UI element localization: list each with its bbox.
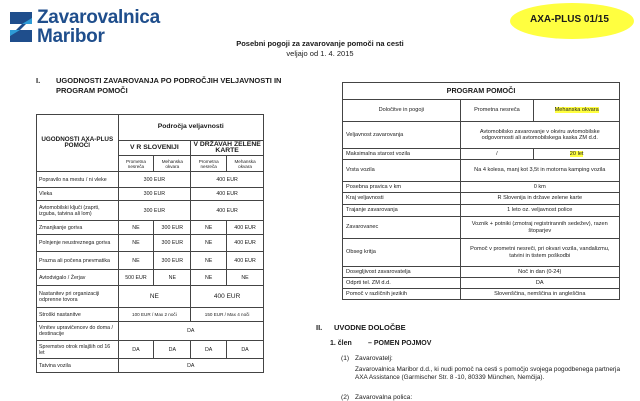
row-value: Voznik + potniki (zmotraj registrirannih sedežev), razen štoparjev [460, 217, 619, 239]
definition-number: (2) [341, 394, 350, 401]
breakdown-value: 20 let [569, 150, 584, 157]
cell-value: 300 EUR [154, 221, 191, 235]
row-label: Kraj veljavnosti [343, 193, 461, 205]
cell-slovenia: 100 EUR / Max 2 noči [118, 308, 191, 322]
document-code: AXA-PLUS 01/15 [530, 14, 609, 25]
accident-header: Prometna nesreča [460, 100, 534, 122]
validity-area-header: Področja veljavnosti [118, 115, 263, 141]
benefits-header: UGODNOSTI AXA-PLUS POMOČI [37, 115, 119, 172]
table-row [37, 172, 264, 188]
cell-value: NE [191, 221, 227, 235]
section-1-title: UGODNOSTI ZAVAROVANJA PO PODROČJIH VELJAVNOSTI IN PROGRAM POMOČI [56, 76, 282, 95]
row-label: Dosegljivost zavarovatelja [343, 267, 461, 278]
cell-value: NE [191, 252, 227, 270]
row-label: Nastanitev pri organizaciji odprenne tovora [37, 286, 119, 308]
row-value: 0 km [460, 182, 619, 193]
table-row [343, 239, 620, 267]
row-label: Tatvina vozila [37, 359, 119, 373]
cell-value: DA [118, 341, 154, 359]
cell-all: DA [118, 359, 263, 373]
cell-value: 400 EUR [227, 221, 264, 235]
table-row [37, 359, 264, 373]
green-card-header: V DRŽAVAH ZELENE KARTE [191, 141, 264, 156]
row-label: Avtomobilski ključi (zaprti, izguba, tatvina ali lom) [37, 201, 119, 221]
table-row [343, 182, 620, 193]
table-row [343, 278, 620, 289]
table-row [343, 289, 620, 300]
cell-slovenia: 300 EUR [118, 188, 191, 201]
breakdown-header: Mehanska okvara [554, 107, 599, 114]
row-label: Pomoč v različnih jezikih [343, 289, 461, 300]
row-label: Zmanjkanje goriva [37, 221, 119, 235]
cell-value: NE [227, 270, 264, 286]
cell-green-card: 150 EUR / Max 4 noči [191, 308, 264, 322]
table-row [343, 267, 620, 278]
row-label: Vrnitev upravičencev do doma / destinacije [37, 322, 119, 341]
conditions-header: Določitve in pogoji [343, 100, 461, 122]
section-2-title: UVODNE DOLOČBE [334, 323, 406, 332]
section-1-number: I. [36, 76, 41, 85]
row-label: Zavarovanec [343, 217, 461, 239]
cell-value: 300 EUR [154, 235, 191, 252]
row-label: Trajanje zavarovanja [343, 205, 461, 217]
cell-green-card: 400 EUR [191, 286, 264, 308]
table-row [37, 341, 264, 359]
table-row [37, 286, 264, 308]
cell-slovenia: 300 EUR [118, 172, 191, 188]
row-value: 1 leto oz. veljavnost police [460, 205, 619, 217]
cell-value: NE [191, 235, 227, 252]
table-row [37, 270, 264, 286]
row-label: Avtodvigalo / Žerjav [37, 270, 119, 286]
table-row [343, 217, 620, 239]
cell-value: NE [118, 235, 154, 252]
cell-value: NE [118, 252, 154, 270]
row-value: Avtomobilsko zavarovanje v okviru avtomobilske odgovornosti ali avtomobilskega kaska ZM d.d. [460, 122, 619, 149]
subheader-breakdown: Mehanska okvara [154, 156, 191, 172]
definition-term: Zavarovalna polica: [355, 394, 413, 401]
cell-value: 500 EUR [118, 270, 154, 286]
row-value: Slovenščina, nemščina in angleščina [460, 289, 619, 300]
table-row [343, 160, 620, 182]
table-row [343, 205, 620, 217]
table-row [37, 322, 264, 341]
cell-value: 400 EUR [227, 252, 264, 270]
article-title: – POMEN POJMOV [368, 340, 432, 347]
row-label: Vleka [37, 188, 119, 201]
subheader-breakdown: Mehanska okvara [227, 156, 264, 172]
table-row [37, 188, 264, 201]
document-title: Posebni pogoji za zavarovanje pomoči na cesti [236, 39, 404, 48]
cell-value: 400 EUR [227, 235, 264, 252]
table-row [343, 122, 620, 149]
definition-term: Zavarovatelj: [355, 355, 393, 362]
row-label: Maksimalna starost vozila [343, 149, 461, 160]
row-label: Prazna ali počena pnevmatika [37, 252, 119, 270]
table-row [37, 252, 264, 270]
table-row [343, 193, 620, 205]
table-row [37, 201, 264, 221]
program-title: PROGRAM POMOČI [343, 83, 620, 100]
cell-value: NE [154, 270, 191, 286]
row-value: Pomoč v prometni nesreči, pri okvari vozila, vandalizmu, tatvini in tistem poškodbi [460, 239, 619, 267]
article-number: 1. člen [330, 340, 352, 347]
slovenia-header: V R SLOVENIJI [118, 141, 191, 156]
cell-value: DA [227, 341, 264, 359]
row-label: Stroški nastanitve [37, 308, 119, 322]
cell-value: DA [191, 341, 227, 359]
assistance-program-table [342, 82, 620, 300]
cell-all: DA [118, 322, 263, 341]
logo-line2: Maribor [37, 26, 105, 47]
table-row [343, 149, 620, 160]
row-label: Veljavnost zavarovanja [343, 122, 461, 149]
logo-line1: Zavarovalnica [37, 7, 160, 28]
cell-value: NE [118, 221, 154, 235]
row-value: DA [460, 278, 619, 289]
cell-green-card: 400 EUR [191, 172, 264, 188]
row-label: Odprti tel. ZM d.d. [343, 278, 461, 289]
benefits-table [36, 114, 264, 373]
cell-value: 300 EUR [154, 252, 191, 270]
subheader-accident: Prometna nesreča [118, 156, 154, 172]
accident-value: / [460, 149, 534, 160]
cell-green-card: 400 EUR [191, 201, 264, 221]
row-label: Obseg kritja [343, 239, 461, 267]
row-label: Popravilo na mestu / ni vleke [37, 172, 119, 188]
row-value: Noč in dan (0-24) [460, 267, 619, 278]
document-validity: veljajo od 1. 4. 2015 [286, 49, 354, 58]
section-2-number: II. [316, 323, 323, 332]
subheader-accident: Prometna nesreča [191, 156, 227, 172]
row-label: Posebna pravica v km [343, 182, 461, 193]
row-label: Spremstvo otrok mlajših od 16 let [37, 341, 119, 359]
table-row [37, 221, 264, 235]
table-row [37, 308, 264, 322]
breakdown-value-cell [534, 149, 620, 160]
definition-number: (1) [341, 355, 350, 362]
row-label: Polnjenje neustreznega goriva [37, 235, 119, 252]
definition-text: Zavarovalnica Maribor d.d., ki nudi pomoč na cesti s pomočjo svojega pogodbenega partnerja AXA Assistance (Garmischer Str. 8 -10, 80339 München, Nemčija). [355, 366, 621, 381]
row-value: R Slovenija in države zelene karte [460, 193, 619, 205]
cell-value: NE [191, 270, 227, 286]
cell-slovenia: 300 EUR [118, 201, 191, 221]
cell-value: DA [154, 341, 191, 359]
table-row [37, 235, 264, 252]
cell-slovenia: NE [118, 286, 191, 308]
row-label: Vrsta vozila [343, 160, 461, 182]
cell-green-card: 400 EUR [191, 188, 264, 201]
row-value: Na 4 kolesa, manj kot 3,5t in motorna kamping vozila [460, 160, 619, 182]
breakdown-header-cell [534, 100, 620, 122]
